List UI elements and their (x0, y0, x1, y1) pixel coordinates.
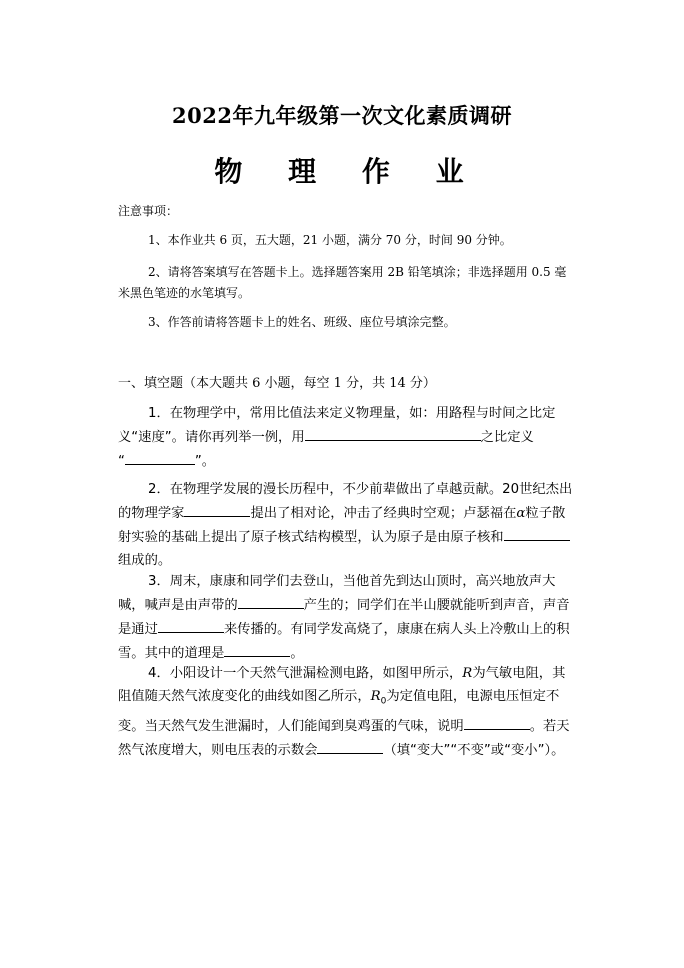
q4-text-2: 为气敏电阻，其阻值随天然气浓度变化的曲线如图乙所示， (118, 666, 566, 704)
q3-blank-1[interactable] (238, 593, 304, 609)
q4-r-symbol: R (462, 666, 473, 681)
q3-text-3: 来传播的。有同学发高烧了，康康在病人头上冷敷山上的积雪。其中的道理是 (118, 622, 570, 661)
q1-blank-1[interactable] (305, 425, 481, 441)
q3-text-2: 产生的；同学们在半山腰就能听到声音，声音是通过 (118, 598, 570, 637)
question-2 (118, 478, 576, 572)
q4-text-1: 4．小阳设计一个天然气泄漏检测电路，如图甲所示， (148, 666, 463, 681)
q4-blank-2[interactable] (317, 738, 383, 754)
q1-text-2: 之比定义 (480, 430, 534, 445)
question-3 (118, 570, 576, 665)
q4-blank-1[interactable] (464, 714, 530, 730)
section-heading: 一、填空题（本大题共 6 小题，每空 1 分，共 14 分） (118, 376, 436, 391)
q4-text-5: （填“变大”“不变”或“变小”）。 (383, 742, 565, 758)
q3-blank-2[interactable] (158, 617, 224, 633)
notice-item-2: 2、请将答案填写在答题卡上。选择题答案用 2B 铅笔填涂；非选择题用 0.5 毫米黑色笔迹的水笔填写。 (118, 265, 567, 300)
q2-text-3: 粒子散射实验的基础上提出了原子核式结构模型，认为原子是由原子核和 (118, 506, 566, 545)
q2-text-2: 提出了相对论，冲击了经典时空观；卢瑟福在 (250, 506, 517, 521)
subject-title: 物 理 作 业 (214, 155, 470, 188)
notice-item-3: 3、作答前请将答题卡上的姓名、班级、座位号填涂完整。 (148, 315, 456, 329)
q2-alpha-symbol: α (516, 506, 526, 521)
notice-heading: 注意事项： (118, 204, 179, 218)
q1-text-4: ”。 (194, 454, 216, 469)
q3-text-4: 。 (290, 646, 304, 661)
q2-blank-1[interactable] (184, 501, 250, 517)
q4-text-4: 。若天然气浓度增大，则电压表的示数会 (118, 718, 570, 758)
q4-text-3: 为定值电阻，电源电压恒定不变。当天然气发生泄漏时，人们能闻到臭鸡蛋的气味，说明 (118, 689, 560, 734)
q2-text-1: 2．在物理学发展的漫长历程中，不少前辈做出了卓越贡献。20世纪杰出的物理学家 (118, 482, 573, 521)
question-1 (118, 402, 576, 473)
q3-blank-3[interactable] (224, 641, 290, 657)
q1-text-3: “ (118, 454, 125, 469)
q1-blank-2[interactable] (125, 449, 195, 465)
q2-text-4: 组成的。 (118, 553, 172, 568)
q3-text-1: 3．周末，康康和同学们去登山，当他首先到达山顶时，高兴地放声大喊，喊声是由声带的 (118, 574, 556, 613)
question-4 (118, 662, 576, 762)
exam-title: 2022年九年级第一次文化素质调研 (172, 103, 512, 128)
q2-blank-2[interactable] (504, 525, 570, 541)
q4-r0-subscript: 0 (380, 696, 387, 707)
notice-item-1: 1、本作业共 6 页，五大题，21 小题，满分 70 分，时间 90 分钟。 (148, 233, 512, 247)
q1-text-1: 1．在物理学中，常用比值法来定义物理量，如：用路程与时间之比定义“速度”。请你再列举一例，用 (118, 406, 556, 445)
q4-r0-symbol: R (370, 689, 381, 704)
